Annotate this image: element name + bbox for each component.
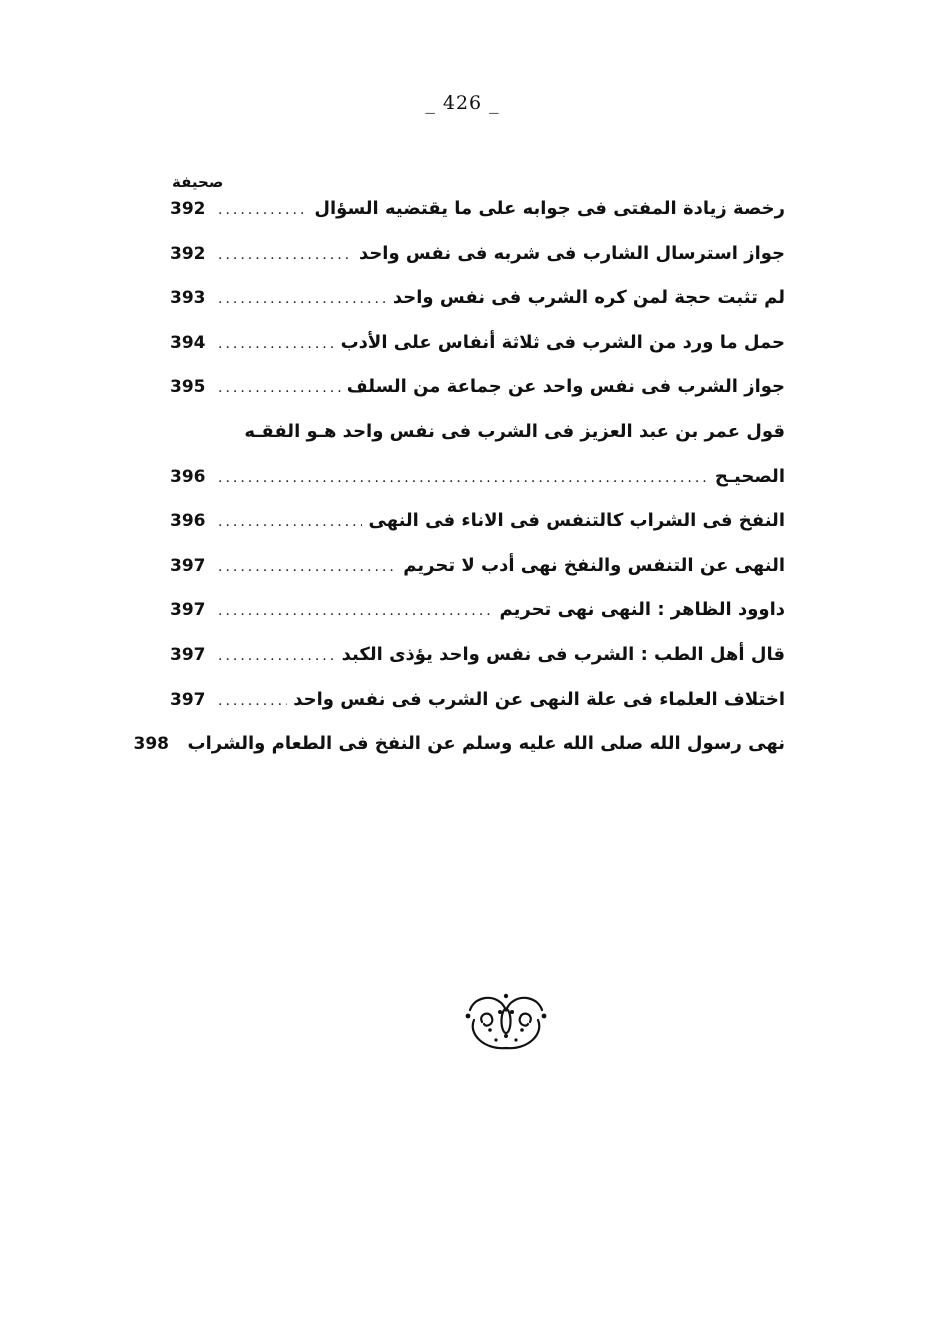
- toc-entry-title: النفخ فى الشراب كالتنفس فى الاناء فى النهى: [368, 510, 785, 532]
- toc-entry-title: قول عمر بن عبد العزيز فى الشرب فى نفس واحد هـو الفقـه: [244, 420, 785, 442]
- dot-leader: [218, 247, 353, 263]
- table-of-contents: [133, 198, 785, 778]
- toc-entry[interactable]: [170, 689, 785, 734]
- toc-entry-title: لم تثبت حجة لمن كره الشرب فى نفس واحد: [392, 287, 785, 309]
- toc-entry-title: جواز الشرب فى نفس واحد عن جماعة من السلف: [346, 376, 785, 398]
- toc-entry[interactable]: [170, 376, 785, 421]
- toc-entry-title: رخصة زيادة المفتى فى جوابه على ما يقتضيه السؤال: [314, 198, 785, 219]
- toc-entry[interactable]: [170, 198, 785, 243]
- dot-leader: [218, 693, 287, 709]
- toc-entry[interactable]: [170, 287, 785, 332]
- toc-entry-page: 396: [170, 511, 206, 532]
- toc-entry-title: قال أهل الطب : الشرب فى نفس واحد يؤذى الكبد: [341, 643, 785, 665]
- toc-entry-page: 398: [133, 734, 169, 755]
- toc-entry-title: النهى عن التنفس والنفخ نهى أدب لا تحريم: [403, 554, 785, 576]
- toc-entry[interactable]: [133, 733, 785, 778]
- toc-entry-page: 393: [170, 288, 206, 309]
- toc-entry-page: 397: [170, 644, 206, 665]
- toc-entry-title: حمل ما ورد من الشرب فى ثلاثة أنفاس على الأدب: [340, 331, 785, 353]
- toc-entry[interactable]: [170, 243, 785, 288]
- toc-entry[interactable]: [170, 644, 785, 689]
- toc-entry-page: 397: [170, 600, 206, 621]
- toc-entry-title: نهى رسول الله صلى الله عليه وسلم عن النفخ فى الطعام والشراب: [187, 733, 785, 755]
- toc-entry-page: 396: [170, 466, 206, 487]
- dot-leader: [218, 648, 336, 664]
- dot-leader: [218, 470, 709, 486]
- toc-entry-continuation[interactable]: [170, 466, 785, 511]
- floral-tailpiece-icon: [460, 990, 552, 1052]
- toc-entry-page: 397: [170, 555, 206, 576]
- toc-entry[interactable]: [170, 599, 785, 644]
- toc-entry-title: داوود الظاهر : النهى نهى تحريم: [499, 599, 785, 621]
- toc-entry[interactable]: [170, 421, 785, 466]
- toc-entry-title-continued: الصحيـح: [714, 465, 785, 487]
- toc-entry-title: جواز استرسال الشارب فى شربه فى نفس واحد: [358, 242, 785, 264]
- page-column-header: صحيفة: [172, 173, 224, 191]
- toc-entry-page: 392: [170, 199, 206, 219]
- dot-leader: [218, 514, 362, 530]
- dot-leader: [218, 291, 387, 307]
- toc-entry-page: 392: [170, 243, 206, 264]
- toc-entry[interactable]: [170, 510, 785, 555]
- toc-entry-title: اختلاف العلماء فى علة النهى عن الشرب فى نفس واحد: [293, 688, 785, 710]
- dot-leader: [218, 380, 341, 396]
- toc-entry-page: 394: [170, 332, 206, 353]
- toc-entry-page: 395: [170, 377, 206, 398]
- dot-leader: [218, 336, 335, 352]
- dot-leader: [218, 603, 494, 619]
- page-number: _ 426 _: [425, 92, 500, 114]
- toc-entry-page: 397: [170, 689, 206, 710]
- dot-leader: [218, 559, 397, 575]
- toc-entry[interactable]: [170, 555, 785, 600]
- dot-leader: [218, 202, 308, 218]
- toc-entry[interactable]: [170, 332, 785, 377]
